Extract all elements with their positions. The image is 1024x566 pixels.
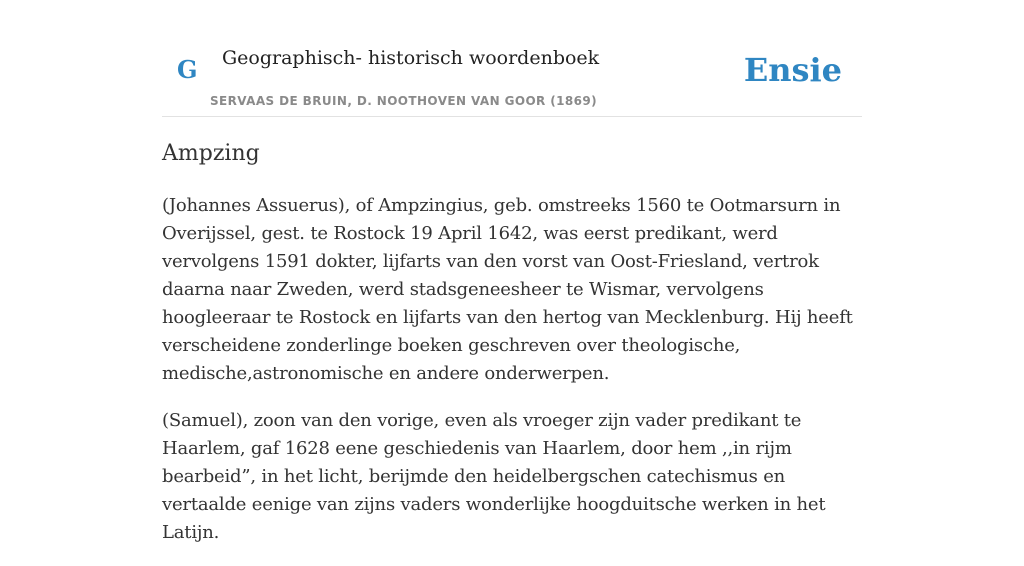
entry-paragraph: (Johannes Assuerus), of Ampzingius, geb. omstreeks 1560 te Ootmarsurn in Overijssel, gest. te Rostock 19 April 1642, was eerst predikant, werd vervolgens 1591 dokter, lijfarts van den vorst van Oost-Friesland, vertrok daarna naar Zweden, werd stadsgeneesheer te Wismar, vervolgens hoogleeraar te Rostock en lijfarts van den hertog van Mecklenburg. Hij heeft verscheidene zonderlinge boeken geschreven over theologische, medische,astronomische en andere onderwerpen. bbox=[162, 195, 853, 384]
book-meta: SERVAAS DE BRUIN, D. NOOTHOVEN VAN GOOR (1869) bbox=[210, 94, 598, 108]
page bbox=[162, 0, 862, 543]
book-title[interactable]: Geographisch- historisch woordenboek bbox=[222, 47, 600, 69]
entry-paragraph: (Samuel), zoon van den vorige, even als vroeger zijn vader predikant te Haarlem, gaf 1628 eene geschiedenis van Haarlem, door hem ,,in rijm bearbeid”, in het licht, berijmde den heidelbergschen catechismus en vertaalde eenige van zijns vaders wonderlijke hoogduitsche werken in het Latijn. bbox=[162, 410, 826, 543]
brand-logo[interactable]: Ensie bbox=[743, 51, 842, 89]
entry-title: Ampzing bbox=[162, 141, 260, 166]
entry-content bbox=[162, 192, 862, 566]
book-logo[interactable]: G bbox=[177, 55, 198, 84]
header bbox=[162, 0, 862, 117]
